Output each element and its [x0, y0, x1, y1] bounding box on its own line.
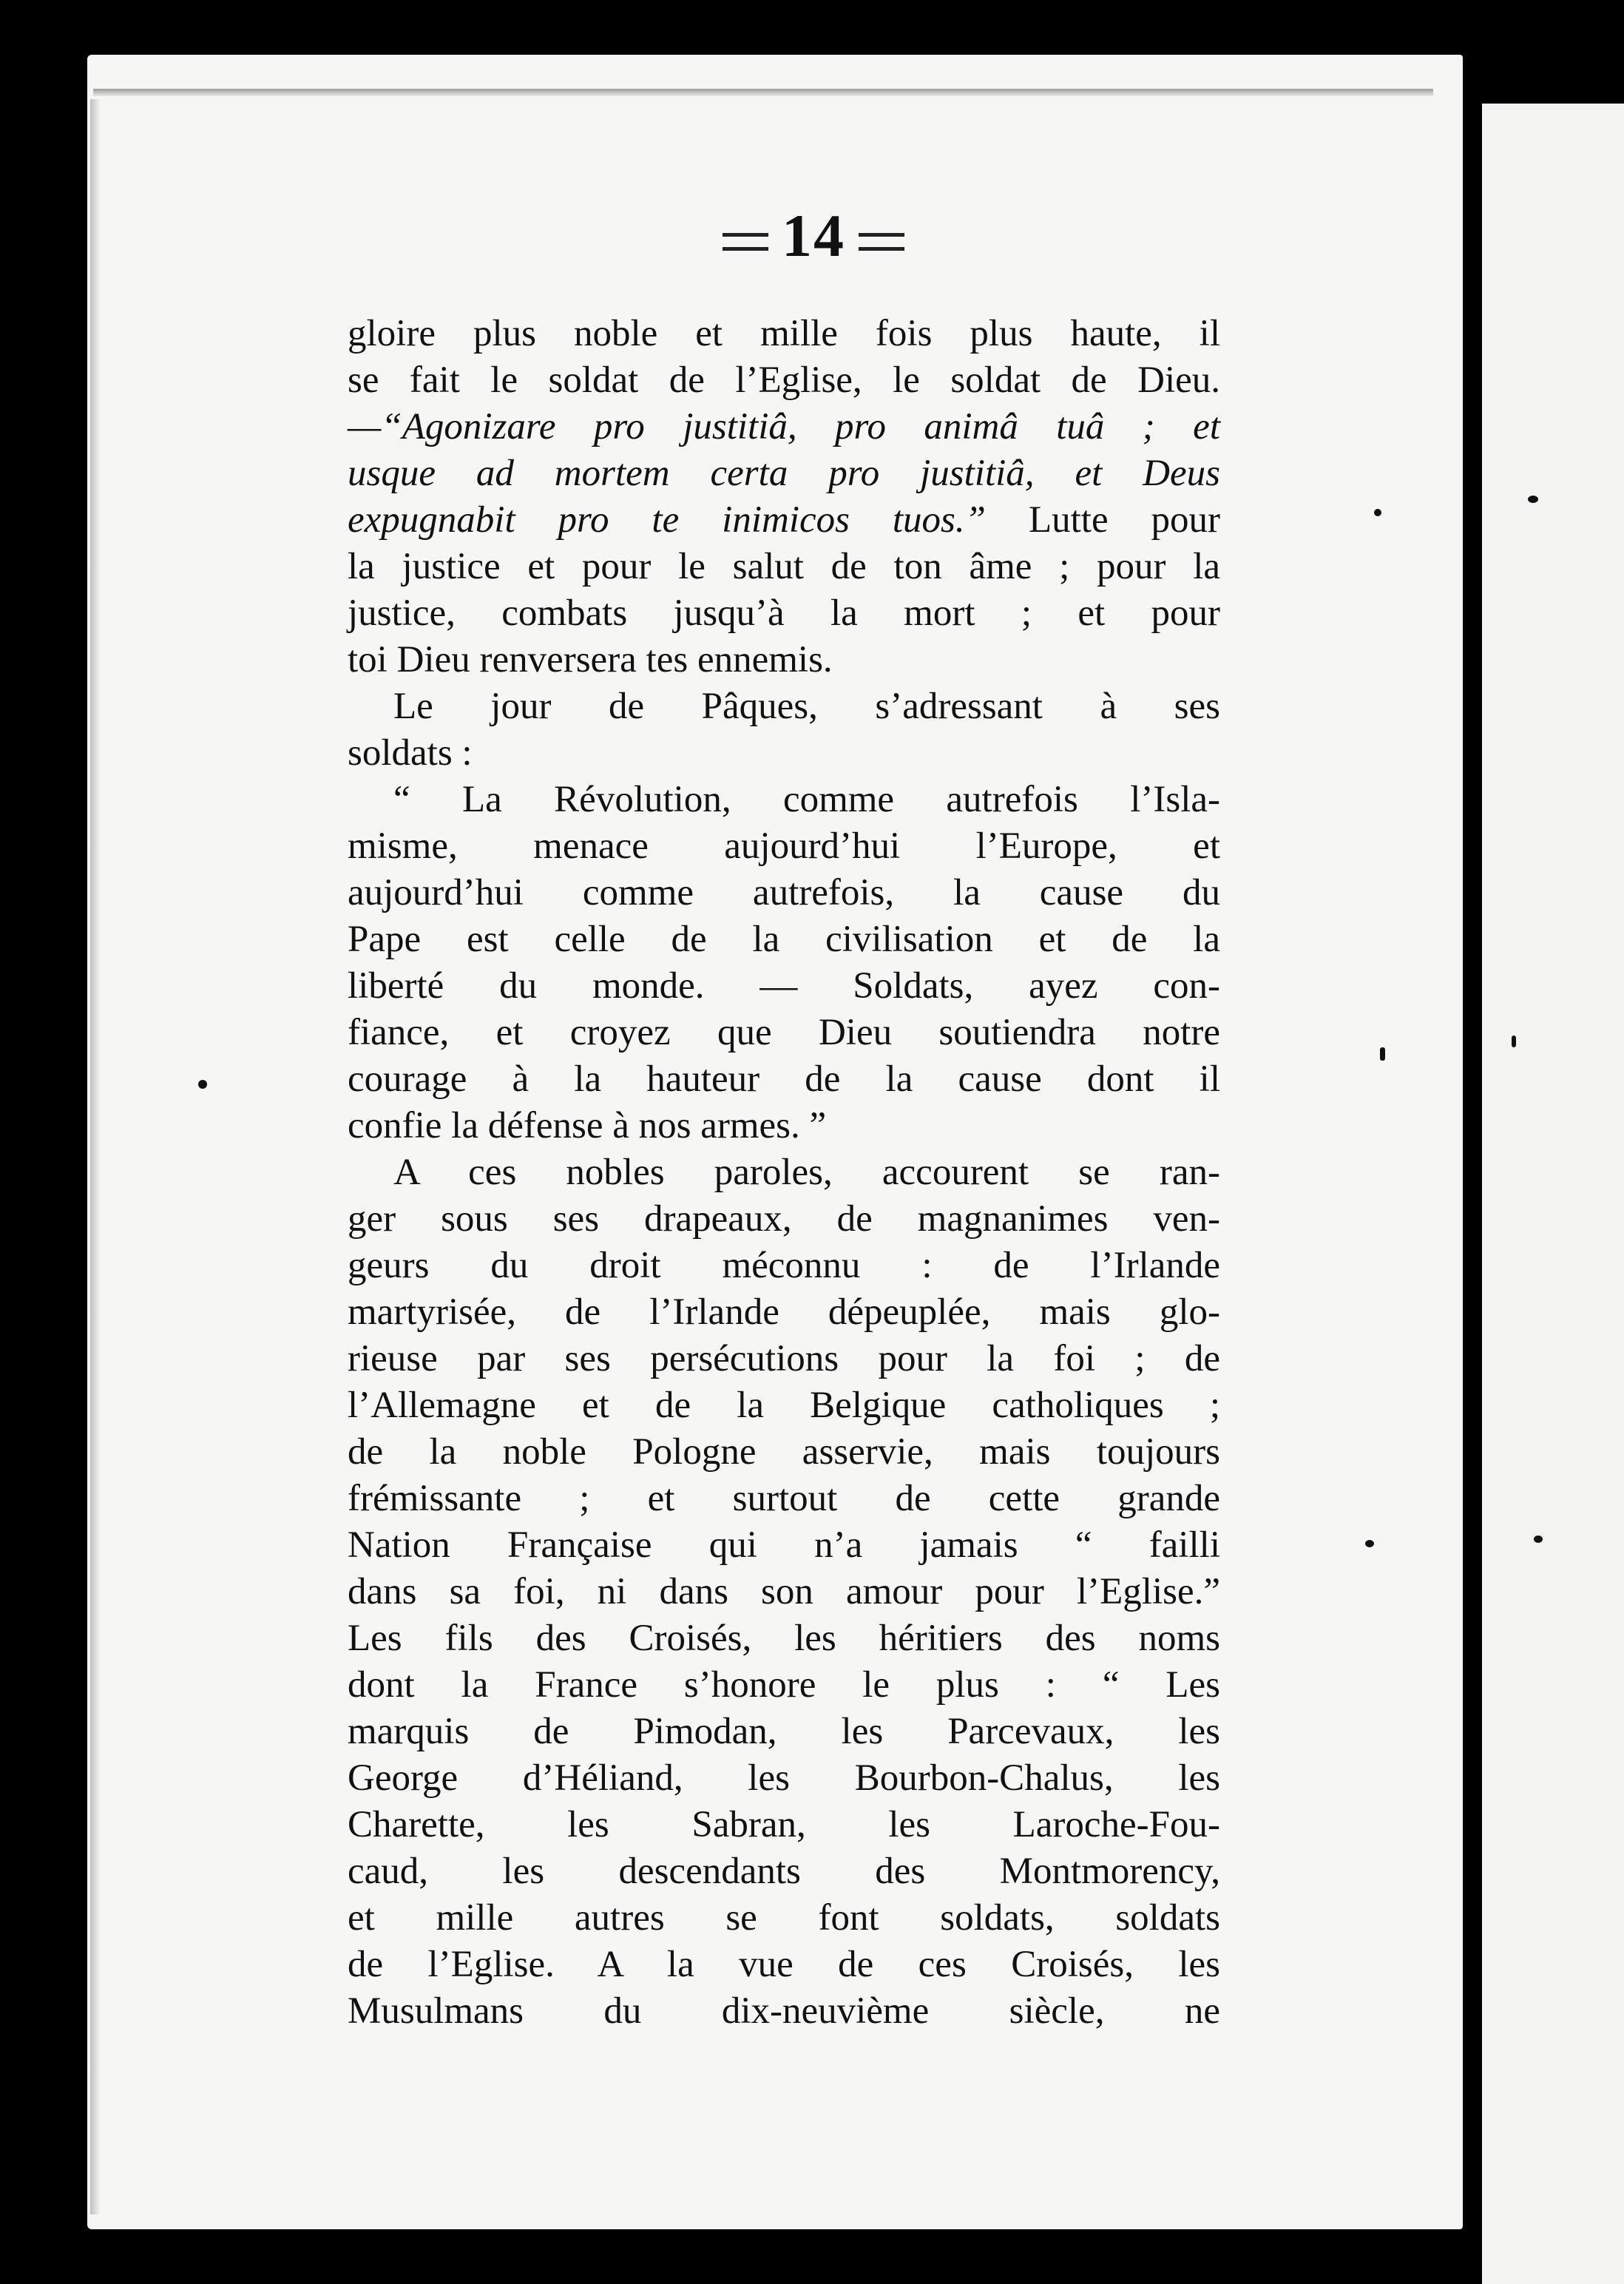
- text-line: geurs du droit méconnu : de l’Irlande: [348, 1245, 1220, 1286]
- text-line: expugnabit pro te inimicos tuos.” Lutte pour: [348, 499, 1220, 541]
- text-line: confie la défense à nos armes. ”: [348, 1105, 827, 1146]
- text-line: fiance, et croyez que Dieu soutiendra notre: [348, 1012, 1220, 1053]
- latin-quote: usque ad mortem certa pro justitiâ, et Deus: [348, 453, 1220, 494]
- ink-speck: [1374, 509, 1381, 516]
- text-line: [348, 450, 1220, 497]
- text-line: courage à la hauteur de la cause dont il: [348, 1058, 1220, 1100]
- text-line: martyrisée, de l’Irlande dépeuplée, mais glo-: [348, 1291, 1220, 1333]
- text-line: rieuse par ses persécutions pour la foi ; de: [348, 1338, 1220, 1379]
- text-line: frémissante ; et surtout de cette grande: [348, 1478, 1220, 1519]
- text-line: et mille autres se font soldats, soldats: [348, 1897, 1220, 1939]
- text-line: Musulmans du dix-neuvième siècle, ne: [348, 1990, 1220, 2032]
- ink-speck: [1534, 1535, 1543, 1543]
- text-line: se fait le soldat de l’Eglise, le soldat de Dieu.: [348, 359, 1220, 401]
- text-line: de l’Eglise. A la vue de ces Croisés, les: [348, 1944, 1220, 1985]
- text-line: soldats :: [348, 732, 473, 774]
- ink-speck: [1512, 1035, 1516, 1047]
- text-line: Les fils des Croisés, les héritiers des noms: [348, 1618, 1220, 1659]
- text-line: gloire plus noble et mille fois plus haute, il: [348, 313, 1220, 354]
- page-number: [703, 201, 924, 271]
- text-line: misme, menace aujourd’hui l’Europe, et: [348, 825, 1220, 867]
- page-number-dash-left: [723, 233, 768, 251]
- text-line: dans sa foi, ni dans son amour pour l’Eglise.”: [348, 1571, 1220, 1612]
- ink-speck: [1528, 496, 1538, 503]
- text-line: marquis de Pimodan, les Parcevaux, les: [348, 1711, 1220, 1752]
- text-line: George d’Héliand, les Bourbon-Chalus, les: [348, 1757, 1220, 1799]
- text-line: liberté du monde. — Soldats, ayez con-: [348, 965, 1220, 1007]
- latin-quote: —“Agonizare pro justitiâ, pro animâ tuâ ; et: [348, 406, 1220, 447]
- text-line: A ces nobles paroles, accourent se ran-: [393, 1152, 1220, 1193]
- text-line: aujourd’hui comme autrefois, la cause du: [348, 872, 1220, 913]
- ink-speck: [198, 1080, 207, 1089]
- text-line: ger sous ses drapeaux, de magnanimes ven-: [348, 1198, 1220, 1240]
- text-line: “ La Révolution, comme autrefois l’Isla-: [393, 779, 1220, 820]
- page-number-dash-right: [859, 233, 904, 251]
- facing-page: [1482, 104, 1624, 2284]
- page-top-edge: [93, 89, 1433, 96]
- text-line: justice, combats jusqu’à la mort ; et pour: [348, 592, 1220, 634]
- body-text: [348, 311, 1220, 2035]
- text-line: caud, les descendants des Montmorency,: [348, 1851, 1220, 1892]
- text-line: Nation Française qui n’a jamais “ failli: [348, 1524, 1220, 1566]
- text-line: Pape est celle de la civilisation et de la: [348, 919, 1220, 960]
- text-line: toi Dieu renversera tes ennemis.: [348, 639, 833, 680]
- text-line: de la noble Pologne asservie, mais toujours: [348, 1431, 1220, 1473]
- latin-quote: expugnabit pro te inimicos tuos.”: [348, 499, 987, 541]
- text-line: Charette, les Sabran, les Laroche-Fou-: [348, 1804, 1220, 1845]
- ink-speck: [1365, 1540, 1374, 1547]
- text-line: l’Allemagne et de la Belgique catholiques ;: [348, 1385, 1220, 1426]
- text-line: dont la France s’honore le plus : “ Les: [348, 1664, 1220, 1706]
- ink-speck: [1380, 1047, 1385, 1061]
- page-number-value: 14: [782, 202, 845, 269]
- text-line: [348, 404, 1220, 450]
- page-left-edge: [90, 99, 101, 2214]
- text-line: Le jour de Pâques, s’adressant à ses: [393, 686, 1220, 727]
- text-line: la justice et pour le salut de ton âme ; pour la: [348, 546, 1220, 587]
